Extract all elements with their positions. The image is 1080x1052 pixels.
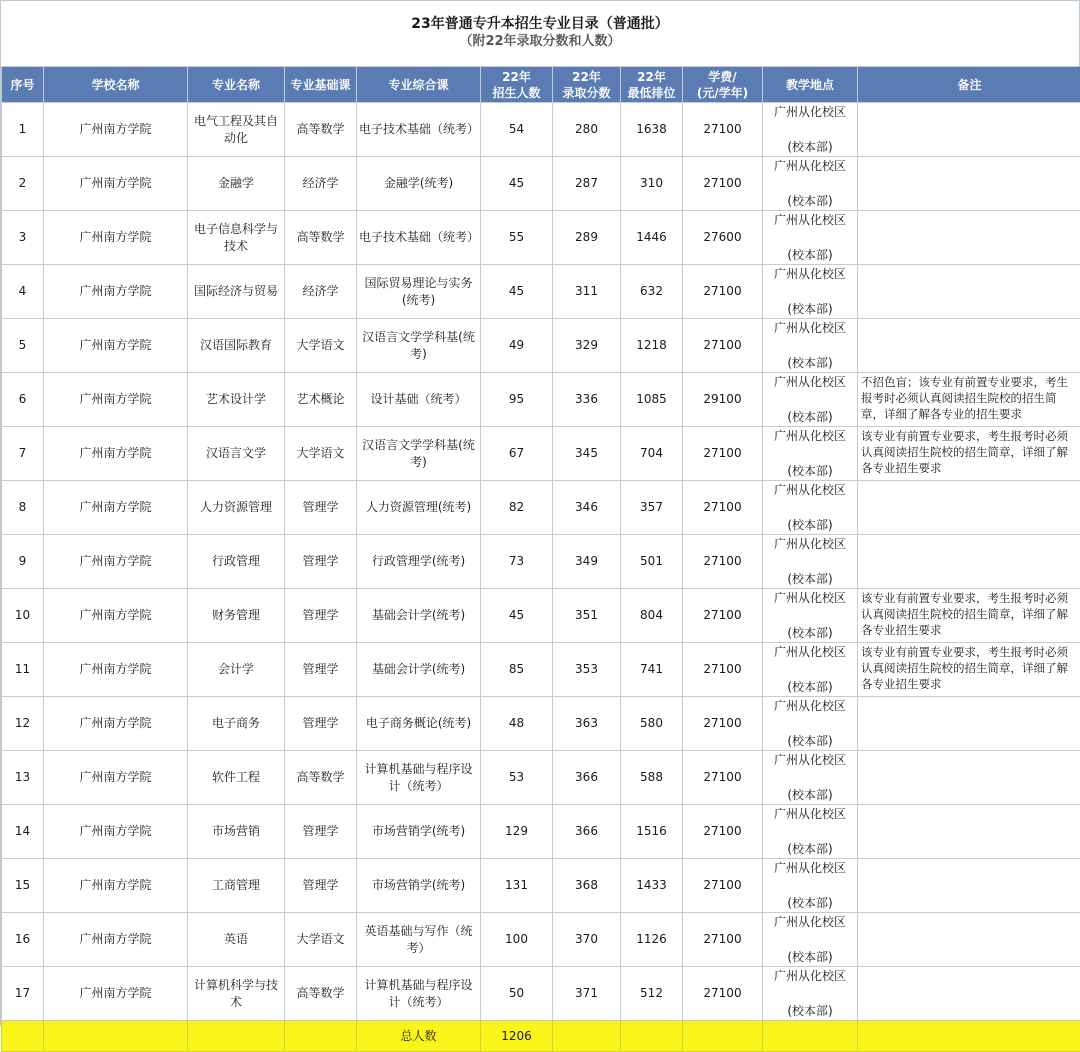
cell-fee: 27100 (683, 967, 763, 1021)
cell-fee: 27100 (683, 427, 763, 481)
location-campus: 广州从化校区 (765, 482, 855, 499)
cell-seq: 8 (2, 481, 44, 535)
cell-enrollment: 100 (481, 913, 553, 967)
cell-school: 广州南方学院 (44, 967, 188, 1021)
cell-major: 财务管理 (188, 589, 285, 643)
cell-comprehensive-course: 汉语言文学学科基(统考) (357, 427, 481, 481)
page-subtitle: （附22年录取分数和人数） (1, 33, 1079, 51)
cell-rank: 588 (621, 751, 683, 805)
cell-comprehensive-course: 人力资源管理(统考) (357, 481, 481, 535)
col-header-school: 学校名称 (44, 67, 188, 103)
cell-seq: 7 (2, 427, 44, 481)
col-header-fee-line2: (元/学年) (697, 86, 748, 100)
cell-rank: 1638 (621, 103, 683, 157)
cell-location (763, 859, 858, 913)
cell-fee: 27100 (683, 103, 763, 157)
title-block (1, 0, 1080, 66)
cell-score: 353 (553, 643, 621, 697)
total-empty-cell (621, 1021, 683, 1052)
col-header-major: 专业名称 (188, 67, 285, 103)
cell-rank: 1085 (621, 373, 683, 427)
cell-seq: 1 (2, 103, 44, 157)
cell-rank: 580 (621, 697, 683, 751)
cell-remark (858, 319, 1080, 373)
cell-major: 电子商务 (188, 697, 285, 751)
cell-comprehensive-course: 设计基础（统考） (357, 373, 481, 427)
col-header-fee (683, 67, 763, 103)
cell-location (763, 535, 858, 589)
header-row (2, 67, 1080, 103)
cell-school: 广州南方学院 (44, 319, 188, 373)
cell-location (763, 697, 858, 751)
cell-basic-course: 大学语文 (285, 427, 357, 481)
location-main-campus: (校本部) (765, 895, 855, 912)
cell-score: 346 (553, 481, 621, 535)
cell-major: 英语 (188, 913, 285, 967)
location-main-campus: (校本部) (765, 679, 855, 696)
cell-rank: 1446 (621, 211, 683, 265)
cell-school: 广州南方学院 (44, 697, 188, 751)
cell-score: 366 (553, 751, 621, 805)
cell-enrollment: 49 (481, 319, 553, 373)
table-row (2, 481, 1080, 535)
table-row (2, 589, 1080, 643)
cell-rank: 1126 (621, 913, 683, 967)
cell-seq: 3 (2, 211, 44, 265)
table-row (2, 427, 1080, 481)
total-empty-cell (2, 1021, 44, 1052)
cell-remark: 该专业有前置专业要求，考生报考时必须认真阅读招生院校的招生简章，详细了解各专业招生要求 (858, 643, 1080, 697)
cell-remark (858, 481, 1080, 535)
total-empty-cell (683, 1021, 763, 1052)
col-header-score-line1: 22年 (572, 70, 601, 84)
table-row (2, 751, 1080, 805)
location-main-campus: (校本部) (765, 247, 855, 264)
table-row (2, 913, 1080, 967)
cell-school: 广州南方学院 (44, 751, 188, 805)
col-header-location: 教学地点 (763, 67, 858, 103)
col-header-comprehensive-course: 专业综合课 (357, 67, 481, 103)
col-header-score (553, 67, 621, 103)
cell-enrollment: 55 (481, 211, 553, 265)
cell-enrollment: 53 (481, 751, 553, 805)
cell-enrollment: 50 (481, 967, 553, 1021)
total-empty-cell (285, 1021, 357, 1052)
cell-basic-course: 管理学 (285, 643, 357, 697)
cell-major: 电气工程及其自动化 (188, 103, 285, 157)
cell-school: 广州南方学院 (44, 859, 188, 913)
col-header-basic-course: 专业基础课 (285, 67, 357, 103)
cell-remark: 该专业有前置专业要求，考生报考时必须认真阅读招生院校的招生简章，详细了解各专业招生要求 (858, 427, 1080, 481)
cell-school: 广州南方学院 (44, 589, 188, 643)
cell-comprehensive-course: 电子技术基础（统考） (357, 103, 481, 157)
location-campus: 广州从化校区 (765, 698, 855, 715)
col-header-rank-line2: 最低排位 (627, 86, 675, 100)
cell-location (763, 319, 858, 373)
cell-basic-course: 高等数学 (285, 211, 357, 265)
col-header-score-line2: 录取分数 (562, 86, 610, 100)
cell-remark (858, 157, 1080, 211)
cell-enrollment: 67 (481, 427, 553, 481)
cell-seq: 5 (2, 319, 44, 373)
cell-major: 市场营销 (188, 805, 285, 859)
cell-fee: 27100 (683, 535, 763, 589)
cell-enrollment: 45 (481, 589, 553, 643)
cell-seq: 17 (2, 967, 44, 1021)
cell-seq: 4 (2, 265, 44, 319)
location-campus: 广州从化校区 (765, 914, 855, 931)
cell-school: 广州南方学院 (44, 103, 188, 157)
table-row (2, 319, 1080, 373)
cell-basic-course: 高等数学 (285, 751, 357, 805)
table-body (2, 103, 1080, 1021)
cell-seq: 16 (2, 913, 44, 967)
cell-remark (858, 805, 1080, 859)
cell-fee: 27100 (683, 913, 763, 967)
cell-location (763, 265, 858, 319)
cell-location (763, 427, 858, 481)
cell-score: 329 (553, 319, 621, 373)
cell-remark (858, 103, 1080, 157)
cell-basic-course: 大学语文 (285, 913, 357, 967)
cell-enrollment: 85 (481, 643, 553, 697)
cell-remark: 该专业有前置专业要求，考生报考时必须认真阅读招生院校的招生简章，详细了解各专业招生要求 (858, 589, 1080, 643)
cell-major: 电子信息科学与技术 (188, 211, 285, 265)
table-row (2, 157, 1080, 211)
cell-score: 363 (553, 697, 621, 751)
location-campus: 广州从化校区 (765, 158, 855, 175)
cell-basic-course: 管理学 (285, 859, 357, 913)
total-empty-cell (858, 1021, 1080, 1052)
location-campus: 广州从化校区 (765, 374, 855, 391)
cell-fee: 27100 (683, 481, 763, 535)
cell-fee: 27100 (683, 859, 763, 913)
cell-score: 370 (553, 913, 621, 967)
cell-location (763, 589, 858, 643)
table-row (2, 859, 1080, 913)
cell-rank: 741 (621, 643, 683, 697)
cell-remark (858, 535, 1080, 589)
location-campus: 广州从化校区 (765, 212, 855, 229)
location-main-campus: (校本部) (765, 139, 855, 156)
cell-score: 351 (553, 589, 621, 643)
cell-major: 行政管理 (188, 535, 285, 589)
location-campus: 广州从化校区 (765, 428, 855, 445)
cell-fee: 27100 (683, 643, 763, 697)
location-main-campus: (校本部) (765, 463, 855, 480)
cell-seq: 13 (2, 751, 44, 805)
cell-school: 广州南方学院 (44, 427, 188, 481)
col-header-enrollment-line1: 22年 (502, 70, 531, 84)
location-main-campus: (校本部) (765, 787, 855, 804)
location-main-campus: (校本部) (765, 571, 855, 588)
cell-remark (858, 913, 1080, 967)
cell-location (763, 643, 858, 697)
cell-seq: 12 (2, 697, 44, 751)
cell-comprehensive-course: 基础会计学(统考) (357, 643, 481, 697)
table-row (2, 265, 1080, 319)
cell-rank: 632 (621, 265, 683, 319)
cell-school: 广州南方学院 (44, 157, 188, 211)
cell-rank: 501 (621, 535, 683, 589)
cell-major: 国际经济与贸易 (188, 265, 285, 319)
cell-comprehensive-course: 基础会计学(统考) (357, 589, 481, 643)
table-row (2, 967, 1080, 1021)
cell-location (763, 157, 858, 211)
col-header-remark: 备注 (858, 67, 1080, 103)
location-campus: 广州从化校区 (765, 266, 855, 283)
col-header-rank-line1: 22年 (637, 70, 666, 84)
location-main-campus: (校本部) (765, 355, 855, 372)
cell-basic-course: 管理学 (285, 589, 357, 643)
cell-score: 289 (553, 211, 621, 265)
cell-major: 工商管理 (188, 859, 285, 913)
cell-comprehensive-course: 国际贸易理论与实务(统考) (357, 265, 481, 319)
cell-enrollment: 131 (481, 859, 553, 913)
total-empty-cell (763, 1021, 858, 1052)
cell-basic-course: 经济学 (285, 265, 357, 319)
cell-remark (858, 967, 1080, 1021)
cell-comprehensive-course: 计算机基础与程序设计（统考） (357, 967, 481, 1021)
location-campus: 广州从化校区 (765, 104, 855, 121)
location-campus: 广州从化校区 (765, 320, 855, 337)
cell-rank: 804 (621, 589, 683, 643)
cell-school: 广州南方学院 (44, 643, 188, 697)
cell-seq: 15 (2, 859, 44, 913)
cell-school: 广州南方学院 (44, 481, 188, 535)
cell-enrollment: 73 (481, 535, 553, 589)
cell-school: 广州南方学院 (44, 373, 188, 427)
table-row (2, 211, 1080, 265)
cell-score: 368 (553, 859, 621, 913)
location-campus: 广州从化校区 (765, 860, 855, 877)
cell-basic-course: 经济学 (285, 157, 357, 211)
cell-score: 366 (553, 805, 621, 859)
cell-comprehensive-course: 金融学(统考) (357, 157, 481, 211)
cell-enrollment: 54 (481, 103, 553, 157)
cell-score: 349 (553, 535, 621, 589)
cell-rank: 1516 (621, 805, 683, 859)
cell-major: 汉语言文学 (188, 427, 285, 481)
cell-score: 371 (553, 967, 621, 1021)
cell-comprehensive-course: 市场营销学(统考) (357, 859, 481, 913)
cell-enrollment: 129 (481, 805, 553, 859)
cell-fee: 27100 (683, 157, 763, 211)
location-main-campus: (校本部) (765, 517, 855, 534)
location-main-campus: (校本部) (765, 301, 855, 318)
cell-remark (858, 751, 1080, 805)
cell-location (763, 967, 858, 1021)
col-header-enrollment-line2: 招生人数 (492, 86, 540, 100)
cell-seq: 9 (2, 535, 44, 589)
cell-school: 广州南方学院 (44, 211, 188, 265)
cell-rank: 310 (621, 157, 683, 211)
cell-score: 287 (553, 157, 621, 211)
col-header-fee-line1: 学费/ (708, 70, 736, 84)
total-empty-cell (188, 1021, 285, 1052)
total-label: 总人数 (357, 1021, 481, 1052)
cell-fee: 27100 (683, 751, 763, 805)
cell-comprehensive-course: 市场营销学(统考) (357, 805, 481, 859)
cell-seq: 6 (2, 373, 44, 427)
cell-basic-course: 艺术概论 (285, 373, 357, 427)
cell-rank: 357 (621, 481, 683, 535)
cell-school: 广州南方学院 (44, 265, 188, 319)
total-empty-cell (44, 1021, 188, 1052)
cell-major: 计算机科学与技术 (188, 967, 285, 1021)
cell-comprehensive-course: 电子商务概论(统考) (357, 697, 481, 751)
cell-major: 金融学 (188, 157, 285, 211)
location-campus: 广州从化校区 (765, 536, 855, 553)
cell-basic-course: 高等数学 (285, 103, 357, 157)
cell-seq: 11 (2, 643, 44, 697)
cell-comprehensive-course: 计算机基础与程序设计（统考） (357, 751, 481, 805)
cell-fee: 27100 (683, 319, 763, 373)
cell-seq: 14 (2, 805, 44, 859)
total-empty-cell (553, 1021, 621, 1052)
table-row (2, 697, 1080, 751)
cell-score: 280 (553, 103, 621, 157)
location-main-campus: (校本部) (765, 193, 855, 210)
cell-basic-course: 管理学 (285, 697, 357, 751)
cell-score: 336 (553, 373, 621, 427)
location-main-campus: (校本部) (765, 841, 855, 858)
cell-enrollment: 48 (481, 697, 553, 751)
cell-rank: 704 (621, 427, 683, 481)
cell-basic-course: 高等数学 (285, 967, 357, 1021)
page-title: 23年普通专升本招生专业目录（普通批） (1, 15, 1079, 33)
cell-major: 汉语国际教育 (188, 319, 285, 373)
location-campus: 广州从化校区 (765, 968, 855, 985)
col-header-rank (621, 67, 683, 103)
cell-rank: 1433 (621, 859, 683, 913)
cell-fee: 29100 (683, 373, 763, 427)
table-row (2, 103, 1080, 157)
cell-comprehensive-course: 英语基础与写作（统考） (357, 913, 481, 967)
cell-school: 广州南方学院 (44, 535, 188, 589)
cell-seq: 2 (2, 157, 44, 211)
cell-location (763, 805, 858, 859)
location-main-campus: (校本部) (765, 625, 855, 642)
cell-comprehensive-course: 行政管理学(统考) (357, 535, 481, 589)
location-main-campus: (校本部) (765, 949, 855, 966)
location-main-campus: (校本部) (765, 733, 855, 750)
cell-fee: 27100 (683, 265, 763, 319)
cell-location (763, 481, 858, 535)
table-row (2, 535, 1080, 589)
table-row (2, 805, 1080, 859)
col-header-seq: 序号 (2, 67, 44, 103)
location-campus: 广州从化校区 (765, 752, 855, 769)
cell-location (763, 913, 858, 967)
total-row (2, 1021, 1080, 1052)
cell-score: 311 (553, 265, 621, 319)
cell-enrollment: 45 (481, 157, 553, 211)
cell-enrollment: 45 (481, 265, 553, 319)
cell-enrollment: 82 (481, 481, 553, 535)
cell-comprehensive-course: 电子技术基础（统考） (357, 211, 481, 265)
cell-remark (858, 265, 1080, 319)
cell-fee: 27100 (683, 589, 763, 643)
location-main-campus: (校本部) (765, 409, 855, 426)
location-main-campus: (校本部) (765, 1003, 855, 1020)
cell-seq: 10 (2, 589, 44, 643)
location-campus: 广州从化校区 (765, 590, 855, 607)
location-campus: 广州从化校区 (765, 806, 855, 823)
cell-basic-course: 大学语文 (285, 319, 357, 373)
table-row (2, 643, 1080, 697)
cell-location (763, 211, 858, 265)
cell-fee: 27100 (683, 805, 763, 859)
cell-major: 会计学 (188, 643, 285, 697)
total-value: 1206 (481, 1021, 553, 1052)
cell-rank: 512 (621, 967, 683, 1021)
cell-rank: 1218 (621, 319, 683, 373)
cell-location (763, 751, 858, 805)
cell-basic-course: 管理学 (285, 805, 357, 859)
cell-remark: 不招色盲；该专业有前置专业要求，考生报考时必须认真阅读招生院校的招生简章，详细了解各专业的招生要求 (858, 373, 1080, 427)
cell-major: 艺术设计学 (188, 373, 285, 427)
cell-remark (858, 697, 1080, 751)
cell-school: 广州南方学院 (44, 913, 188, 967)
cell-fee: 27600 (683, 211, 763, 265)
major-catalog-table (1, 66, 1080, 1052)
cell-major: 人力资源管理 (188, 481, 285, 535)
cell-fee: 27100 (683, 697, 763, 751)
cell-comprehensive-course: 汉语言文学学科基(统考) (357, 319, 481, 373)
cell-school: 广州南方学院 (44, 805, 188, 859)
cell-remark (858, 859, 1080, 913)
cell-remark (858, 211, 1080, 265)
table-row (2, 373, 1080, 427)
cell-location (763, 103, 858, 157)
location-campus: 广州从化校区 (765, 644, 855, 661)
cell-score: 345 (553, 427, 621, 481)
cell-enrollment: 95 (481, 373, 553, 427)
cell-location (763, 373, 858, 427)
cell-basic-course: 管理学 (285, 535, 357, 589)
col-header-enrollment (481, 67, 553, 103)
cell-major: 软件工程 (188, 751, 285, 805)
cell-basic-course: 管理学 (285, 481, 357, 535)
